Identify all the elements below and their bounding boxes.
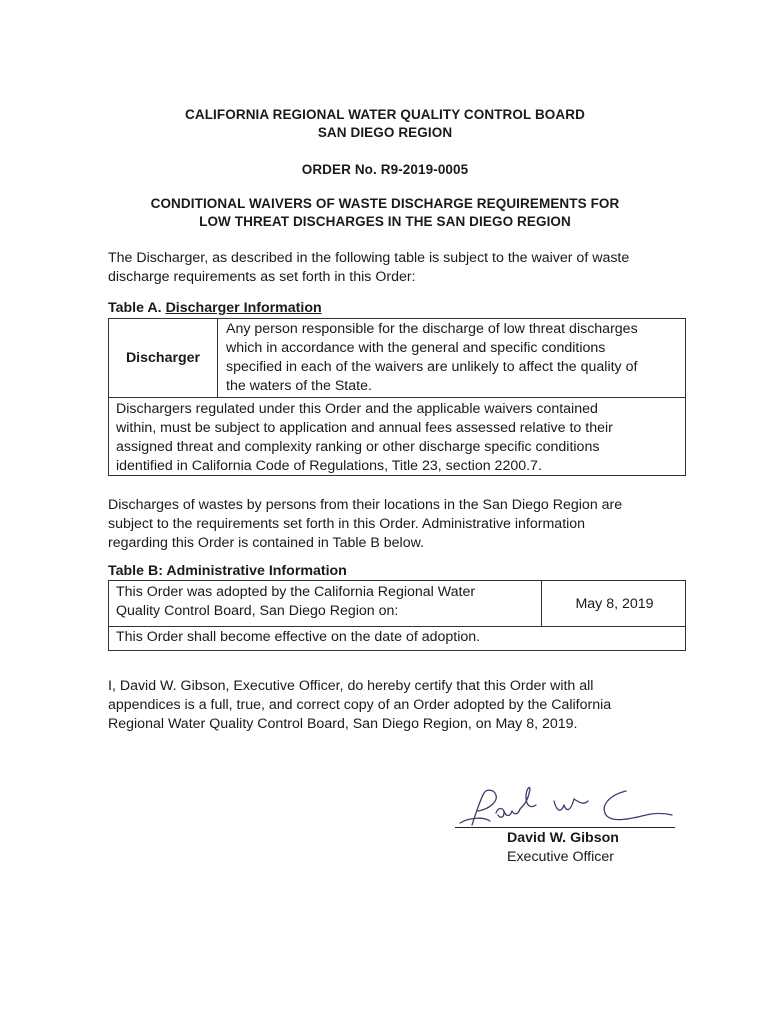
discharger-description: Any person responsible for the discharge of low threat discharges which in accordance with the general and specific conditions specified in each of the waivers are unlikely to affect the quality of the waters of the State.	[226, 321, 638, 394]
board-name: CALIFORNIA REGIONAL WATER QUALITY CONTROL BOARD	[185, 107, 585, 122]
certification-paragraph: I, David W. Gibson, Executive Officer, do hereby certify that this Order with all appendices is a full, true, and correct copy of an Order adopted by the California Regional Water Quality Control Board, San Diego Region, on May 8, 2019.	[108, 678, 612, 732]
signer-title: Executive Officer	[507, 849, 614, 865]
table-a-row-fees: Dischargers regulated under this Order and the applicable waivers contained within, must be subject to application and annual fees assessed relative to their assigned threat and complexity ranking or other discharge specific conditions identified in California Code of Regulations, Title 23, section 2200.7.	[116, 401, 613, 474]
table-a-caption: Table A. Discharger Information	[108, 300, 322, 316]
region-name: SAN DIEGO REGION	[317, 125, 453, 140]
table-b-row-adoption	[109, 581, 685, 627]
intro-paragraph: The Discharger, as described in the following table is subject to the waiver of waste discharge requirements as set forth in this Order:	[108, 250, 630, 285]
adoption-date: May 8, 2019	[541, 581, 687, 626]
order-number: ORDER No. R9-2019-0005	[301, 162, 469, 177]
effective-statement: This Order shall become effective on the date of adoption.	[116, 629, 481, 645]
discharges-paragraph: Discharges of wastes by persons from their locations in the San Diego Region are subject to the requirements set forth in this Order. Administrative information regarding this Order is contained in Table B below.	[108, 497, 623, 551]
signer-name: David W. Gibson	[507, 830, 619, 846]
adoption-statement: This Order was adopted by the California Regional Water Quality Control Board, San Diego Region on:	[116, 584, 476, 619]
discharger-info-table	[108, 318, 686, 476]
handwritten-signature	[450, 775, 680, 835]
order-title-line-2: LOW THREAT DISCHARGES IN THE SAN DIEGO REGION	[199, 214, 571, 229]
order-title-line-1: CONDITIONAL WAIVERS OF WASTE DISCHARGE REQUIREMENTS FOR	[150, 196, 620, 211]
signature-line	[455, 827, 675, 828]
administrative-info-table	[108, 580, 686, 651]
table-a-row-discharger	[109, 319, 685, 398]
discharger-label: Discharger	[109, 319, 218, 397]
table-b-caption: Table B: Administrative Information	[108, 563, 347, 579]
